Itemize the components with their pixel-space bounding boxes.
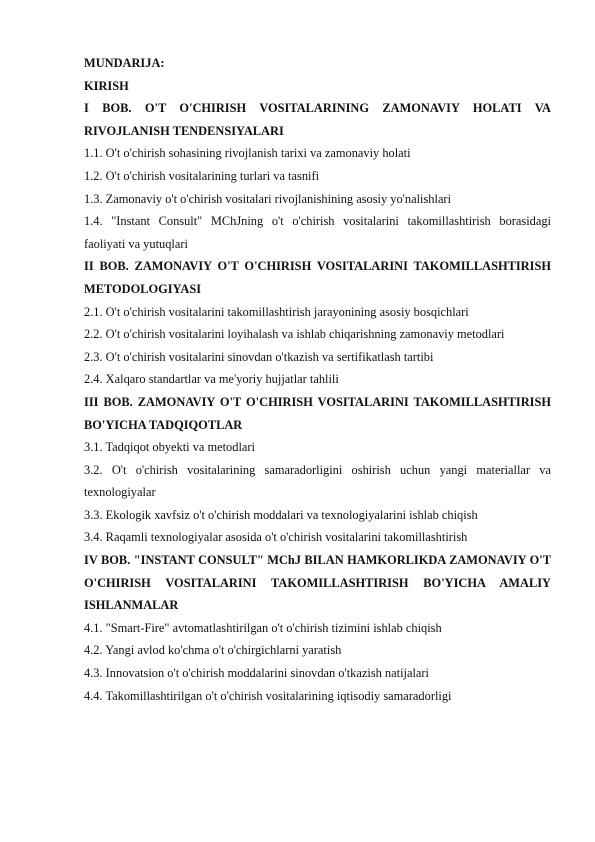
toc-entry-3-1: 3.1. Tadqiqot obyekti va metodlari [84, 440, 255, 455]
toc-entry-4-1: 4.1. "Smart-Fire" avtomatlashtirilgan o't o'chirish tizimini ishlab chiqish [84, 620, 442, 635]
chapter-2-heading: II BOB. ZAMONAVIY O'T O'CHIRISH VOSITALARINI TAKOMILLASHTIRISH METODOLOGIYASI [84, 259, 551, 296]
chapter-1-heading: I BOB. O'T O'CHIRISH VOSITALARINING ZAMONAVIY HOLATI VA RIVOJLANISH TENDENSIYALARI [84, 101, 551, 138]
toc-entry-2-2: 2.2. O't o'chirish vositalarini loyihalash va ishlab chiqarishning zamonaviy metodlari [84, 327, 505, 342]
toc-entry-3-3: 3.3. Ekologik xavfsiz o't o'chirish moddalari va texnologiyalarini ishlab chiqish [84, 507, 478, 522]
toc-entry-3-2: 3.2. O't o'chirish vositalarining samaradorligini oshirish uchun yangi materiallar va texnologiyalar [84, 462, 551, 500]
toc-entry-1-4: 1.4. "Instant Consult" MChJning o't o'chirish vositalarini takomillashtirish borasidagi faoliyati va yutuqlari [84, 214, 551, 251]
table-of-contents [84, 52, 551, 707]
toc-entry-2-4: 2.4. Xalqaro standartlar va me'yoriy hujjatlar tahlili [84, 372, 339, 387]
toc-entry-4-3: 4.3. Innovatsion o't o'chirish moddalarini sinovdan o'tkazish natijalari [84, 666, 429, 681]
chapter-4-heading: IV BOB. "INSTANT CONSULT" MChJ BILAN HAMKORLIKDA ZAMONAVIY O'T O'CHIRISH VOSITALARINI TAKOMILLASHTIRISH BO'YICHA AMALIY ISHLANMALAR [84, 553, 551, 613]
chapter-3-heading: III BOB. ZAMONAVIY O'T O'CHIRISH VOSITALARINI TAKOMILLASHTIRISH BO'YICHA TADQIQOTLAR [84, 394, 551, 432]
toc-entry-1-3: 1.3. Zamonaviy o't o'chirish vositalari rivojlanishining asosiy yo'nalishlari [84, 191, 452, 206]
toc-entry-1-2: 1.2. O't o'chirish vositalarining turlari va tasnifi [84, 168, 320, 183]
toc-entry-4-4: 4.4. Takomillashtirilgan o't o'chirish vositalarining iqtisodiy samaradorligi [84, 688, 452, 703]
toc-entry-1-1: 1.1. O't o'chirish sohasining rivojlanish tarixi va zamonaviy holati [84, 146, 411, 161]
toc-title: MUNDARIJA: [84, 56, 165, 70]
toc-entry-introduction: KIRISH [84, 78, 129, 93]
toc-entry-2-1: 2.1. O't o'chirish vositalarini takomillashtirish jarayonining asosiy bosqichlari [84, 304, 469, 319]
toc-entry-4-2: 4.2. Yangi avlod ko'chma o't o'chirgichlarni yaratish [84, 643, 342, 658]
toc-entry-2-3: 2.3. O't o'chirish vositalarini sinovdan o'tkazish va sertifikatlash tartibi [84, 349, 434, 364]
toc-entry-3-4: 3.4. Raqamli texnologiyalar asosida o't o'chirish vositalarini takomillashtirish [84, 530, 468, 545]
